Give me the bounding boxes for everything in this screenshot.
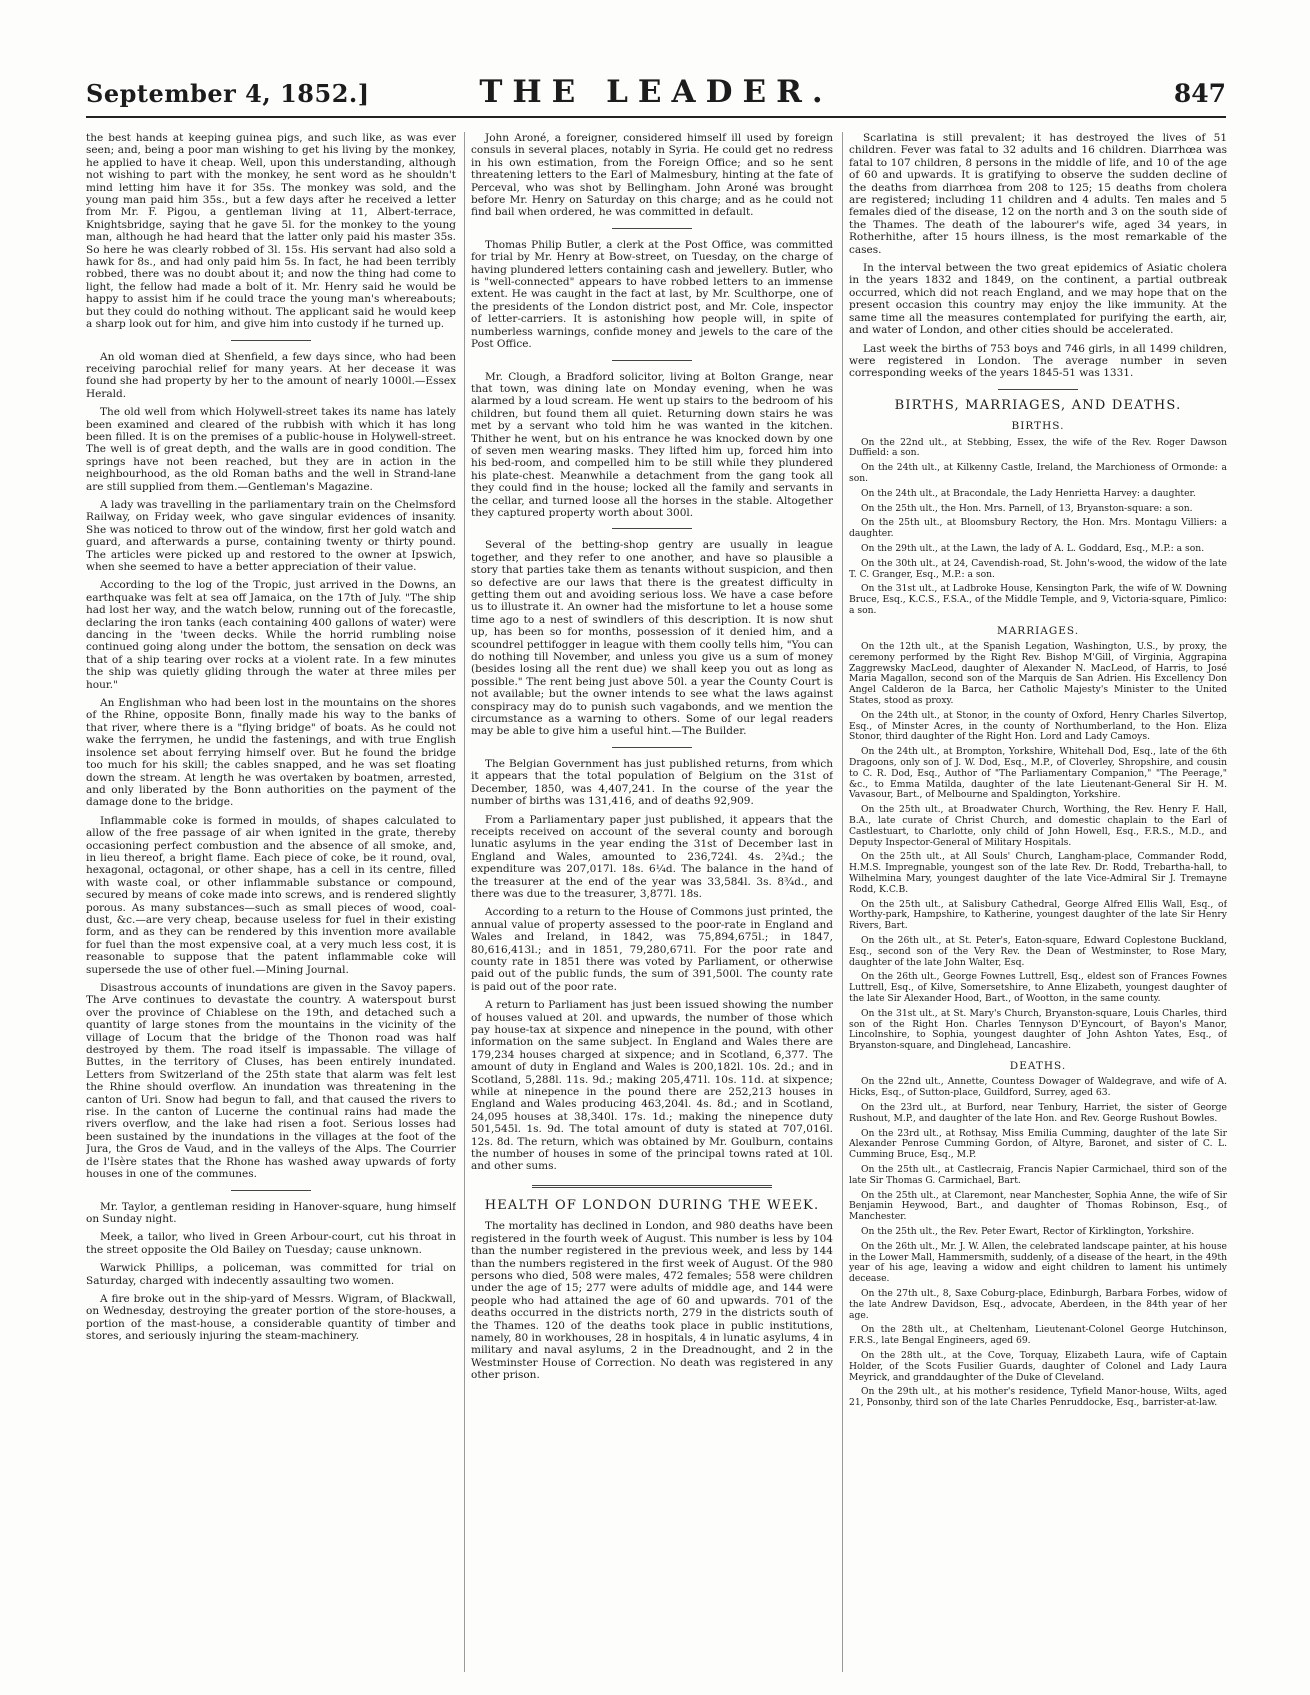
article-paragraph: Mr. Taylor, a gentleman residing in Hanover-square, hung himself on Sunday night.	[86, 1200, 456, 1225]
births-heading: BIRTHS.	[1011, 420, 1065, 433]
article-paragraph: Last week the births of 753 boys and 746 girls, in all 1499 children, were registered in London. The average number in seven corresponding weeks of the years 1845-51 was 1331.	[849, 342, 1227, 380]
death-notice: On the 28th ult., at Cheltenham, Lieutenant-Colonel George Hutchinson, F.R.S., late Bengal Engineers, aged 69.	[849, 1324, 1227, 1347]
masthead	[86, 72, 1226, 118]
column-right	[842, 132, 1227, 1672]
article-paragraph: A return to Parliament has just been issued showing the number of houses valued at 20l. and upwards, the number of those which pay house-tax at sixpence and ninepence in the pound, with other information on the same subject. In England and Wales there are 179,234 houses charged at sixpence; and in Scotland, 6,377. The amount of duty in England and Wales is 200,182l. 10s. 2d.; and in Scotland, 5,288l. 11s. 9d.; making 205,471l. 10s. 11d. at sixpence; while at ninepence in the pound there are 252,213 houses in England and Wales producing 463,204l. 4s. 8d.; and in Scotland, 24,095 houses at 38,340l. 17s. 1d.; making the ninepence duty 501,545l. 1s. 9d. The total amount of duty is stated at 707,016l. 12s. 8d. The return, which was obtained by Mr. Goulburn, contains the number of houses in some of the principal towns rated at 10l. and other sums.	[471, 999, 833, 1173]
article-paragraph: A lady was travelling in the parliamentary train on the Chelmsford Railway, on Friday week, who gave singular evidences of insanity. She was noticed to throw out of the window, first her gold watch and guard, and afterwards a purse, containing twenty or thirty pound. The articles were picked up and restored to the owner at Ipswich, when she seemed to have a better appreciation of their value.	[86, 498, 456, 573]
marriage-notice: On the 25th ult., at Salisbury Cathedral, George Alfred Ellis Wall, Esq., of Worthy-park, Hampshire, to Katherine, youngest daughter of the late Sir Henry Rivers, Bart.	[849, 898, 1227, 932]
section-divider	[612, 360, 692, 361]
article-paragraph: The mortality has declined in London, and 980 deaths have been registered in the fourth week of August. This number is less by 104 than the number registered in the previous week, and less by 144 than the numbers registered in the first week of August. Of the 980 persons who died, 508 were males, 472 females; 558 were children under the age of 15; 277 were adults of middle age, and 144 were people who had attained the age of 60 and upwards. 701 of the deaths occurred in the districts north, 279 in the districts south of the Thames. 120 of the deaths took place in public institutions, namely, 80 in workhouses, 28 in hospitals, 4 in lunatic asylums, 4 in military and naval asylums, 2 in the Dreadnought, and 2 in the Westminster House of Correction. No death was registered in any other prison.	[471, 1220, 833, 1382]
death-notice: On the 25th ult., at Castlecraig, Francis Napier Carmichael, third son of the late Sir Thomas G. Carmichael, Bart.	[849, 1163, 1227, 1186]
marriages-list	[849, 642, 1227, 1052]
birth-notice: On the 25th ult., at Bloomsbury Rectory, the Hon. Mrs. Montagu Villiers: a daughter.	[849, 517, 1227, 540]
birth-notice: On the 24th ult., at Bracondale, the Lady Henrietta Harvey: a daughter.	[861, 487, 1196, 499]
marriage-notice: On the 26th ult., at St. Peter's, Eaton-square, Edward Coplestone Buckland, Esq., second son of the Very Rev. the Dean of Westminster, to Rose Mary, daughter of the late John Walter, Esq.	[849, 935, 1227, 968]
birth-notice: On the 22nd ult., at Stebbing, Essex, the wife of the Rev. Roger Dawson Duffield: a son.	[849, 436, 1227, 459]
birth-notice: On the 25th ult., the Hon. Mrs. Parnell, of 13, Bryanston-square: a son.	[861, 502, 1193, 514]
article-paragraph: The old well from which Holywell-street takes its name has lately been examined and cleared of the rubbish with which it has long been filled. It is on the premises of a public-house in Holywell-street. The well is of great depth, and the walls are in good condition. The springs have not been reached, but they are in action in the neighbourhood, as the old Roman baths and the well in Strand-lane are still supplied from them.—Gentleman's Magazine.	[86, 406, 456, 493]
article-paragraph: Disastrous accounts of inundations are given in the Savoy papers. The Arve continues to devastate the country. A waterspout burst over the province of Chiablese on the 19th, and detached such a quantity of large stones from the mountains in the vicinity of the village of Locum that the bridge of the Thonon road was half destroyed by them. The road itself is impassable. The village of Buttes, in the territory of Cluses, has been entirely inundated. Letters from Switzerland of the 25th state that alarm was felt lest the Rhine should overflow. An inundation was threatening in the canton of Uri. Snow had begun to fall, and that caused the rivers to rise. In the canton of Lucerne the continual rains had made the rivers overflow, and the lake had risen a foot. Serious losses had been sustained by the inundations in the villages at the foot of the Jura, the Gros de Vaud, and in the valleys of the Alps. The Courrier de l'Isère states that the Rhone has washed away upwards of forty houses in one of the communes.	[86, 982, 456, 1181]
birth-notice: On the 29th ult., at the Lawn, the lady of A. L. Goddard, Esq., M.P.: a son.	[861, 542, 1205, 554]
article-paragraph: An old woman died at Shenfield, a few days since, who had been receiving parochial relief for many years. At her decease it was found she had property by her to the amount of nearly 1000l.—Essex Herald.	[86, 350, 456, 400]
marriages-heading: MARRIAGES.	[996, 624, 1080, 637]
death-notice: On the 25th ult., at Claremont, near Manchester, Sophia Anne, the wife of Sir Benjamin Heywood, Bart., and daughter of Thomas Robinson, Esq., of Manchester.	[849, 1189, 1227, 1223]
health-of-london-heading: HEALTH OF LONDON DURING THE WEEK.	[484, 1197, 820, 1213]
section-divider	[231, 1190, 311, 1191]
marriage-notice: On the 12th ult., at the Spanish Legation, Washington, U.S., by proxy, the ceremony performed by the Right Rev. Bishop M'Gill, of Virginia, Aggrapina Zaggrewsky MacLeod, daughter of Alexander N. MacLeod, of Harris, to José Maria Magallon, second son of the Marquis de San Adrien. His Excellency Don Angel Calderon de la Barca, her Catholic Majesty's Minister to the United States, stood as proxy.	[849, 641, 1227, 707]
article-paragraph: A fire broke out in the ship-yard of Messrs. Wigram, of Blackwall, on Wednesday, destroying the greater portion of the store-houses, a portion of the mast-house, a considerable quantity of timber and stores, and seriously injuring the steam-machinery.	[86, 1292, 456, 1343]
death-notice: On the 25th ult., the Rev. Peter Ewart, Rector of Kirklington, Yorkshire.	[861, 1225, 1195, 1237]
article-paragraph: From a Parliamentary paper just published, it appears that the receipts received on account of the several county and borough lunatic asylums in the year ending the 31st of December last in England and Wales, amounted to 236,724l. 4s. 2¾d.; the expenditure was 207,017l. 18s. 6¼d. The balance in the hand of the treasurer at the end of the year was 33,584l. 3s. 8¾d., and there was due to the treasurer, 3,877l. 18s.	[471, 813, 833, 900]
article-paragraph: An Englishman who had been lost in the mountains on the shores of the Rhine, opposite Bonn, finally made his way to the banks of that river, where there is a "flying bridge" of boats. As he could not wake the ferrymen, he undid the fastenings, and with true English insolence set about ferrying himself over. But he found the bridge too much for his skill; the cables snapped, and he was set floating down the stream. At length he was overtaken by boatmen, arrested, and only liberated by the Bonn authorities on the payment of the damage done to the bridge.	[86, 697, 456, 809]
birth-notice: On the 24th ult., at Kilkenny Castle, Ireland, the Marchioness of Ormonde: a son.	[849, 462, 1227, 484]
deaths-heading: DEATHS.	[1009, 1059, 1067, 1072]
marriage-notice: On the 24th ult., at Stonor, in the county of Oxford, Henry Charles Silvertop, Esq., of Minster Acres, in the county of Northumberland, to the Hon. Eliza Stonor, third daughter of the Right Hon. Lord and Lady Camoys.	[849, 709, 1227, 743]
deaths-list	[849, 1077, 1227, 1409]
death-notice: On the 23rd ult., at Burford, near Tenbury, Harriet, the sister of George Rushout, M.P., and daughter of the late Hon. and Rev. George Rushout Bowles.	[849, 1101, 1227, 1124]
article-paragraph: According to a return to the House of Commons just printed, the annual value of property assessed to the poor-rate in England and Wales and Ireland, in 1842, was 75,894,675l.; in 1847, 80,616,413l.; and in 1851, 79,280,671l. For the poor rate and county rate in 1851 there was voted by Parliament, or otherwise paid out of the public funds, the sum of 391,500l. The county rate is paid out of the poor rate.	[471, 906, 833, 993]
article-paragraph: According to the log of the Tropic, just arrived in the Downs, an earthquake was felt at sea off Jamaica, on the 17th of July. "The ship had lost her way, and the watch below, running out of the forecastle, declaring the iron tanks (each containing 400 gallons of water) were dancing in the 'tween decks. While the horrid rumbling noise continued going along under the bottom, the sensation on deck was that of a ship tearing over rocks at a violent rate. In a few minutes the ship was quietly gliding through the water at three miles per hour."	[86, 579, 456, 691]
article-paragraph: Thomas Philip Butler, a clerk at the Post Office, was committed for trial by Mr. Henry at Bow-street, on Tuesday, on the charge of having plundered letters containing cash and jewellery. Butler, who is "well-connected" appears to have robbed letters to an immense extent. He was caught in the fact at last, by Mr. Sculthorpe, one of the presidents of the London district post, and Mr. Cole, inspector of letter-carriers. It is astonishing how people will, in spite of numberless warnings, confide money and jewels to the care of the Post Office.	[471, 238, 833, 351]
section-divider	[532, 1185, 772, 1188]
article-paragraph: In the interval between the two great epidemics of Asiatic cholera in the years 1832 and 1849, on the continent, a partial outbreak occurred, which did not reach England, and we may hope that on the present occasion this country may enjoy the like immunity. At the same time all the measures contemplated for purifying the earth, air, and water of London, and other cities should be accelerated.	[849, 262, 1227, 337]
death-notice: On the 22nd ult., Annette, Countess Dowager of Waldegrave, and wife of A. Hicks, Esq., of Sutton-place, Guildford, Surrey, aged 63.	[849, 1076, 1227, 1099]
article-paragraph: John Aroné, a foreigner, considered himself ill used by foreign consuls in several places, notably in Syria. He could get no redress in his own estimation, from the Foreign Office; and so he sent threatening letters to the Earl of Malmesbury, hinting at the fate of Perceval, who was shot by Bellingham. John Aroné was brought before Mr. Henry on Saturday on this charge; and as he could not find bail when ordered, he was committed in default.	[471, 132, 833, 219]
article-paragraph: the best hands at keeping guinea pigs, and such like, as was ever seen; and, being a poor man wishing to get his living by the monkey, he applied to have it cheap. Well, upon this understanding, although not wishing to part with the monkey, he sent word as he shouldn't mind letting him have it for 35s. The monkey was sold, and the young man paid him 35s., but a few days after he received a letter from Mr. F. Pigou, a gentleman living at 11, Albert-terrace, Knightsbridge, saying that he gave 5l. for the monkey to the young man, although he had heard that the latter only paid his master 35s. So here he was clearly robbed of 3l. 15s. His servant had also sold a hawk for 8s., and had only paid him 5s. In fact, he had been terribly robbed, there was no doubt about it; and now the thing had come to light, the fellow had made a bolt of it. Mr. Henry said he would be happy to assist him if he could trace the young man's whereabouts; but they could do nothing without. The applicant said he would keep a sharp look out for him, and give him into custody if he turned up.	[86, 132, 456, 331]
death-notice: On the 29th ult., at his mother's residence, Tyfield Manor-house, Wilts, aged 21, Ponsonby, third son of the late Charles Penruddocke, Esq., barrister-at-law.	[849, 1386, 1227, 1409]
column-middle	[464, 132, 833, 1672]
page-number: 847	[1173, 79, 1226, 108]
column-left	[86, 132, 456, 1672]
birth-notice: On the 31st ult., at Ladbroke House, Kensington Park, the wife of W. Downing Bruce, Esq., K.C.S., F.S.A., of the Middle Temple, and 9, Victoria-square, Pimlico: a son.	[849, 583, 1227, 616]
section-divider	[612, 747, 692, 748]
death-notice: On the 23rd ult., at Rothsay, Miss Emilia Cumming, daughter of the late Sir Alexander Penrose Cumming Gordon, of Altyre, Baronet, and sister of C. L. Cumming Bruce, Esq., M.P.	[849, 1127, 1227, 1161]
article-paragraph: Several of the betting-shop gentry are usually in league together, and they refer to one another, and have so plausible a story that parties take them as tenants without suspicion, and then so defective are our laws that there is the greatest difficulty in getting them out and avoiding serious loss. We have a case before us to illustrate it. An owner had the misfortune to let a house some time ago to a nest of swindlers of this description. It is now shut up, has been so for months, possession of it denied him, and a scoundrel pettifogger in league with them coolly tells him, "You can do nothing till November, and unless you give us a sum of money (besides losing all the rent due) we shall keep you out as long as possible." The rent being just above 50l. a year the County Court is not available; but the owner intends to see what the laws against conspiracy may do to punish such vagabonds, and we mention the circumstance as a warning to others. Some of our legal readers may be able to give him a useful hint.—The Builder.	[471, 539, 833, 738]
marriage-notice: On the 24th ult., at Brompton, Yorkshire, Whitehall Dod, Esq., late of the 6th Dragoons, only son of J. W. Dod, Esq., M.P., of Cloverley, Shropshire, and cousin to C. R. Dod, Esq., Author of "The Parliamentary Companion," "The Peerage," &c., to Emma Matilda, daughter of the late Lieutenant-General Sir H. M. Vavasour, Bart., of Melbourne and Spaldington, Yorkshire.	[849, 746, 1227, 801]
death-notice: On the 27th ult., 8, Saxe Coburg-place, Edinburgh, Barbara Forbes, widow of the late Andrew Davidson, Esq., advocate, Aberdeen, in the 84th year of her age.	[849, 1287, 1227, 1321]
birth-notice: On the 30th ult., at 24, Cavendish-road, St. John's-wood, the widow of the late T. C. Granger, Esq., M.P.: a son.	[849, 557, 1227, 580]
section-divider	[998, 389, 1078, 390]
article-paragraph: Warwick Phillips, a policeman, was committed for trial on Saturday, charged with indecently assaulting two women.	[86, 1262, 456, 1287]
article-paragraph: Meek, a tailor, who lived in Green Arbour-court, cut his throat in the street opposite the Old Bailey on Tuesday; cause unknown.	[86, 1231, 456, 1256]
article-paragraph: The Belgian Government has just published returns, from which it appears that the total population of Belgium on the 31st of December, 1850, was 4,407,241. In the course of the year the number of births was 131,416, and of deaths 92,909.	[471, 757, 833, 808]
marriage-notice: On the 25th ult., at All Souls' Church, Langham-place, Commander Rodd, H.M.S. Impregnable, youngest son of the late Rev. Dr. Rodd, Trebartha-hall, to Wilhelmina Mary, youngest daughter of the late Vice-Admiral Sir J. Tremayne Rodd, K.C.B.	[849, 851, 1227, 895]
section-divider	[612, 528, 692, 529]
article-paragraph: Mr. Clough, a Bradford solicitor, living at Bolton Grange, near that town, was dining late on Monday evening, when he was alarmed by a loud scream. He went up stairs to the bedroom of his children, but found them all quiet. Returning down stairs he was met by a servant who told him he was wanted in the kitchen. Thither he went, but on his entrance he was knocked down by one of seven men wearing masks. They lifted him up, forced him into his bed-room, and compelled him to be still while they plundered his plate-chest. Meanwhile a detachment from the gang took all they could find in the house; locked all the family and servants in the cellar, and turned loose all the horses in the stable. Altogether they captured property worth about 300l.	[471, 370, 833, 519]
births-list	[849, 438, 1227, 617]
death-notice: On the 26th ult., Mr. J. W. Allen, the celebrated landscape painter, at his house in the Lower Mall, Hammersmith, suddenly, of a disease of the heart, in the 49th year of his age, leaving a widow and eight children to lament his untimely decease.	[849, 1240, 1227, 1285]
section-divider	[612, 228, 692, 229]
article-paragraph: Scarlatina is still prevalent; it has destroyed the lives of 51 children. Fever was fatal to 32 adults and 16 children. Diarrhœa was fatal to 107 children, 8 persons in the middle of life, and 10 of the age of 60 and upwards. It is gratifying to observe the sudden decline of the deaths from diarrhœa from 208 to 125; 15 deaths from cholera are registered; including 11 children and 4 adults. Ten males and 5 females died of the disease, 12 on the north and 3 on the south side of the Thames. The death of the labourer's wife, aged 34 years, in Rotherhithe, after 15 hours illness, is the most remarkable of the cases.	[849, 132, 1227, 256]
marriage-notice: On the 25th ult., at Broadwater Church, Worthing, the Rev. Henry F. Hall, B.A., late curate of Christ Church, and domestic chaplain to the Earl of Castlestuart, to Charlotte, only child of John Howell, Esq., F.R.S., M.D., and Deputy Inspector-General of Military Hospitals.	[849, 804, 1227, 848]
section-divider	[231, 340, 311, 341]
newspaper-title: THE LEADER.	[479, 74, 833, 110]
issue-date: September 4, 1852.]	[86, 79, 370, 108]
bmd-heading: BIRTHS, MARRIAGES, AND DEATHS.	[894, 397, 1182, 413]
article-paragraph: Inflammable coke is formed in moulds, of shapes calculated to allow of the free passage of air when ignited in the grate, thereby occasioning perfect combustion and the absence of all smoke, and, in lieu thereof, a bright flame. Each piece of coke, be it round, oval, hexagonal, octagonal, or other shape, has a cell in its centre, filled with waste coal, or other inflammable substance or compound, secured by means of coke made into screws, and is rendered slightly porous. As many substances—such as small pieces of wood, coal-dust, &c.—are very cheap, because useless for fuel in their existing form, and as they can be rendered by this invention more available for fuel than the most expensive coal, at a very much less cost, it is reasonable to suppose that the patent inflammable coke will supersede the use of other fuel.—Mining Journal.	[86, 814, 456, 976]
death-notice: On the 28th ult., at the Cove, Torquay, Elizabeth Laura, wife of Captain Holder, of the Scots Fusilier Guards, daughter of Colonel and Lady Laura Meyrick, and granddaughter of the Duke of Cleveland.	[849, 1349, 1227, 1383]
marriage-notice: On the 26th ult., George Fownes Luttrell, Esq., eldest son of Frances Fownes Luttrell, Esq., of Kilve, Somersetshire, to Anne Elizabeth, youngest daughter of the late Sir Alexander Hood, Bart., of Wootton, in the same county.	[849, 971, 1227, 1004]
marriage-notice: On the 31st ult., at St. Mary's Church, Bryanston-square, Louis Charles, third son of the Right Hon. Charles Tennyson D'Eyncourt, of Bayon's Manor, Lincolnshire, to Sophia, youngest daughter of John Ashton Yates, Esq., of Bryanston-square, and Dinglehead, Lancashire.	[849, 1007, 1227, 1052]
